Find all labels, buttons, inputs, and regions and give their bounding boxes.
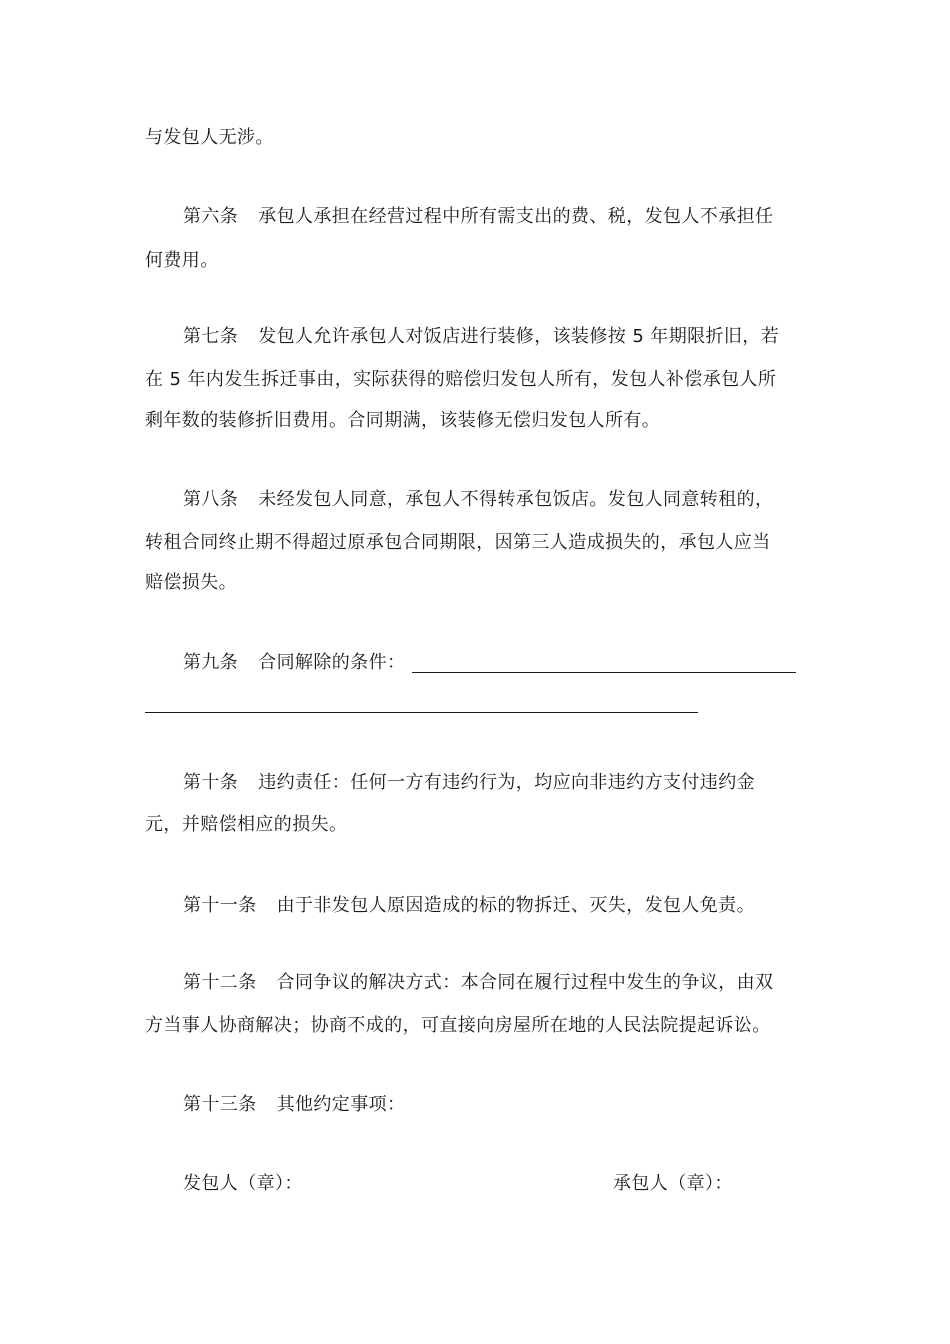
article-11-text: 由于非发包人原因造成的标的物拆迁、灭失，发包人免责。: [276, 895, 756, 916]
article-13-line-1: [183, 1094, 405, 1116]
article-10-line-1: [183, 772, 755, 794]
article-6-text: 承包人承担在经营过程中所有需支出的费、税，发包人不承担任: [258, 206, 774, 227]
article-6-line-1: [183, 206, 773, 228]
article-11-label: 第十一条: [183, 895, 257, 916]
text-line: 与发包人无涉。: [145, 127, 274, 148]
article-11-line-1: [183, 895, 755, 917]
article-8-label: 第八条: [183, 489, 239, 510]
article-9-text: 合同解除的条件：: [258, 652, 406, 673]
signature-label-contractor: 承包人（章）：: [613, 1173, 733, 1194]
article-10-line-2: 元，并赔偿相应的损失。: [145, 814, 348, 835]
article-7-text: 发包人允许承包人对饭店进行装修，该装修按 5 年期限折旧，若: [258, 326, 780, 347]
article-9-line-1: [183, 652, 405, 674]
article-7-line-1: [183, 326, 779, 348]
article-10-text: 违约责任：任何一方有违约行为，均应向非违约方支付违约金: [258, 772, 756, 793]
signature-label-employer: 发包人（章）：: [183, 1173, 303, 1194]
article-8-line-3: 赔偿损失。: [145, 572, 237, 593]
article-12-line-1: [183, 972, 773, 994]
article-7-line-3: 剩年数的装修折旧费用。合同期满，该装修无偿归发包人所有。: [145, 410, 661, 431]
article-8-line-2: 转租合同终止期不得超过原承包合同期限，因第三人造成损失的，承包人应当: [145, 532, 771, 553]
article-9-label: 第九条: [183, 652, 239, 673]
article-8-text: 未经发包人同意，承包人不得转承包饭店。发包人同意转租的，: [258, 489, 774, 510]
article-6-label: 第六条: [183, 206, 239, 227]
article-13-text: 其他约定事项：: [276, 1094, 406, 1115]
article-12-text: 合同争议的解决方式：本合同在履行过程中发生的争议，由双: [276, 972, 774, 993]
article-10-label: 第十条: [183, 772, 239, 793]
article-7-line-2: 在 5 年内发生拆迁事由，实际获得的赔偿归发包人所有，发包人补偿承包人所: [145, 369, 777, 390]
article-12-line-2: 方当事人协商解决；协商不成的，可直接向房屋所在地的人民法院提起诉讼。: [145, 1015, 771, 1036]
article-6-line-2: 何费用。: [145, 250, 219, 271]
fill-in-blank-line: [145, 712, 698, 713]
article-7-label: 第七条: [183, 326, 239, 347]
article-13-label: 第十三条: [183, 1094, 257, 1115]
article-8-line-1: [183, 489, 773, 511]
article-12-label: 第十二条: [183, 972, 257, 993]
fill-in-blank-line: [412, 672, 796, 673]
